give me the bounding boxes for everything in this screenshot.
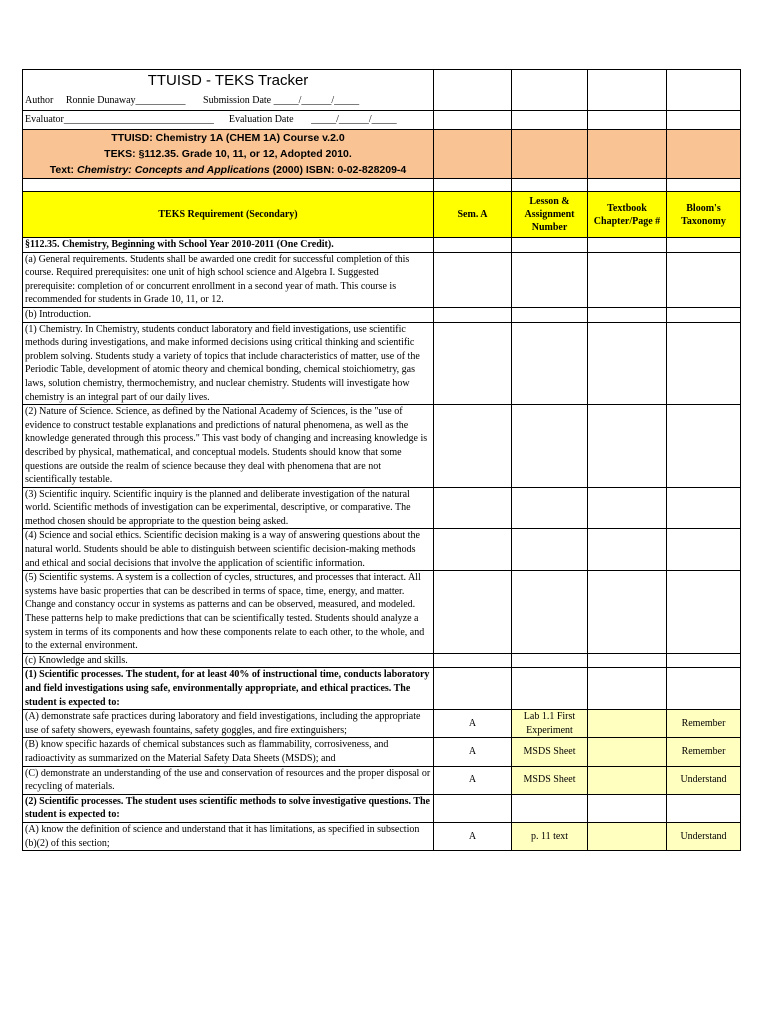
lesson-cell[interactable]: [512, 487, 588, 529]
blooms-cell[interactable]: [667, 405, 741, 488]
semester-cell[interactable]: [434, 307, 512, 322]
evaluator-line[interactable]: Evaluator______________________________ Evaluation Date _____/______/_____: [23, 111, 434, 130]
lesson-cell[interactable]: [512, 529, 588, 571]
lesson-cell[interactable]: [512, 322, 588, 405]
requirement-text: (1) Scientific processes. The student, for at least 40% of instructional time, conducts laboratory and field investigations using safe, environmentally appropriate, and ethical practices. The student is expected to:: [23, 668, 434, 710]
textbook-cell[interactable]: [588, 710, 667, 738]
textbook-cell[interactable]: [588, 487, 667, 529]
textbook-title: Chemistry: Concepts and Applications: [76, 164, 270, 176]
teks-tracker-sheet: [22, 69, 740, 851]
course-line-3: Text: Chemistry: Concepts and Applications (2000) ISBN: 0-02-828209-4: [49, 164, 407, 176]
semester-cell[interactable]: [434, 529, 512, 571]
requirement-row: [23, 487, 741, 529]
textbook-cell[interactable]: [588, 571, 667, 654]
course-banner: [23, 130, 434, 179]
blooms-cell[interactable]: [667, 307, 741, 322]
course-line-2: TEKS: §112.35. Grade 10, 11, or 12, Adopted 2010.: [104, 148, 352, 160]
lesson-cell[interactable]: Lab 1.1 First Experiment: [512, 710, 588, 738]
requirement-text: (C) demonstrate an understanding of the use and conservation of resources and the proper disposal or recycling of materials.: [23, 766, 434, 794]
blooms-cell[interactable]: Remember: [667, 738, 741, 766]
requirement-text: (4) Science and social ethics. Scientific decision making is a way of answering questions about the natural world. Students should be able to distinguish between scientific decision-making methods and ethical and social decisions that involve the application of scientific information.: [23, 529, 434, 571]
requirement-text: (b) Introduction.: [23, 307, 434, 322]
blooms-cell[interactable]: [667, 487, 741, 529]
requirement-row: [23, 653, 741, 668]
col-header-textbook: Textbook Chapter/Page #: [588, 192, 667, 238]
textbook-cell[interactable]: [588, 307, 667, 322]
semester-cell[interactable]: [434, 571, 512, 654]
semester-cell[interactable]: A: [434, 710, 512, 738]
blooms-cell[interactable]: [667, 322, 741, 405]
semester-cell[interactable]: [434, 322, 512, 405]
textbook-cell[interactable]: [588, 668, 667, 710]
col-header-sem: Sem. A: [434, 192, 512, 238]
requirement-text: (a) General requirements. Students shall be awarded one credit for successful completion of this course. Required prerequisites: one unit of high school science and Algebra I. Suggested prerequisite: completion of or concurrent enrollment in a second year of math. This course is recommended for students in Grade 10, 11, or 12.: [23, 252, 434, 307]
col-header-teks: TEKS Requirement (Secondary): [23, 192, 434, 238]
requirement-text: (2) Nature of Science. Science, as defined by the National Academy of Sciences, is the "use of evidence to construct testable explanations and predictions of natural phenomena, as well as the knowledge generated through this process." This vast body of changing and increasing knowledge is described by physical, mathematical, and conceptual models. Students should know that some questions are outside the realm of science because they deal with phenomena that are not scientifically testable.: [23, 405, 434, 488]
requirement-row: [23, 822, 741, 850]
requirement-text: (3) Scientific inquiry. Scientific inquiry is the planned and deliberate investigation of the natural world. Scientific methods of investigation can be experimental, descriptive, or comparative. The method chosen should be appropriate to the question being asked.: [23, 487, 434, 529]
lesson-cell[interactable]: [512, 668, 588, 710]
requirement-row: [23, 766, 741, 794]
blooms-cell[interactable]: [667, 571, 741, 654]
textbook-cell[interactable]: [588, 252, 667, 307]
lesson-cell[interactable]: [512, 571, 588, 654]
requirement-text: (A) know the definition of science and understand that it has limitations, as specified in subsection (b)(2) of this section;: [23, 822, 434, 850]
requirement-row: [23, 529, 741, 571]
requirement-text: (1) Chemistry. In Chemistry, students conduct laboratory and field investigations, use scientific methods during investigations, and make informed decisions using critical thinking and scientific problem solving. Students study a variety of topics that include characteristics of matter, use of the Periodic Table, development of atomic theory and chemical bonding, chemical stoichiometry, gas laws, solution chemistry, thermochemistry, and nuclear chemistry. Students will investigate how chemistry is an integral part of our daily lives.: [23, 322, 434, 405]
lesson-cell[interactable]: MSDS Sheet: [512, 766, 588, 794]
textbook-cell[interactable]: [588, 322, 667, 405]
semester-cell[interactable]: A: [434, 766, 512, 794]
textbook-cell[interactable]: [588, 529, 667, 571]
requirement-text: (B) know specific hazards of chemical substances such as flammability, corrosiveness, and radioactivity as summarized on the Material Safety Data Sheets (MSDS); and: [23, 738, 434, 766]
requirement-row: [23, 710, 741, 738]
blooms-cell[interactable]: [667, 794, 741, 822]
semester-cell[interactable]: [434, 238, 512, 253]
semester-cell[interactable]: [434, 487, 512, 529]
semester-cell[interactable]: A: [434, 822, 512, 850]
requirement-text: §112.35. Chemistry, Beginning with School Year 2010-2011 (One Credit).: [23, 238, 434, 253]
requirement-row: [23, 322, 741, 405]
semester-cell[interactable]: [434, 668, 512, 710]
lesson-cell[interactable]: [512, 405, 588, 488]
requirement-text: (A) demonstrate safe practices during laboratory and field investigations, including the appropriate use of safety showers, eyewash fountains, safety goggles, and fire extinguishers;: [23, 710, 434, 738]
blooms-cell[interactable]: [667, 668, 741, 710]
semester-cell[interactable]: [434, 794, 512, 822]
col-header-lesson: Lesson & Assignment Number: [512, 192, 588, 238]
lesson-cell[interactable]: [512, 252, 588, 307]
lesson-cell[interactable]: [512, 653, 588, 668]
col-header-blooms: Bloom's Taxonomy: [667, 192, 741, 238]
semester-cell[interactable]: [434, 653, 512, 668]
lesson-cell[interactable]: [512, 238, 588, 253]
blooms-cell[interactable]: Understand: [667, 766, 741, 794]
tracker-table: [22, 69, 741, 851]
requirement-text: (5) Scientific systems. A system is a collection of cycles, structures, and processes that interact. All systems have basic properties that can be described in terms of space, time, energy, and matter. Change and constancy occur in systems as patterns and can be observed, measured, and modeled. These patterns help to make predictions that can be scientifically tested. Students should analyze a system in terms of its components and how these components relate to each other, to the whole, and to the external environment.: [23, 571, 434, 654]
requirement-row: [23, 238, 741, 253]
lesson-cell[interactable]: p. 11 text: [512, 822, 588, 850]
requirement-text: (2) Scientific processes. The student uses scientific methods to solve investigative questions. The student is expected to:: [23, 794, 434, 822]
blooms-cell[interactable]: [667, 653, 741, 668]
requirement-text: (c) Knowledge and skills.: [23, 653, 434, 668]
textbook-cell[interactable]: [588, 794, 667, 822]
textbook-cell[interactable]: [588, 653, 667, 668]
requirement-row: [23, 794, 741, 822]
author-line[interactable]: Author Ronnie Dunaway__________ Submission Date _____/______/_____: [23, 92, 434, 111]
blooms-cell[interactable]: [667, 252, 741, 307]
textbook-cell[interactable]: [588, 238, 667, 253]
semester-cell[interactable]: [434, 252, 512, 307]
textbook-cell[interactable]: [588, 405, 667, 488]
blooms-cell[interactable]: Understand: [667, 822, 741, 850]
requirement-row: [23, 571, 741, 654]
requirement-row: [23, 738, 741, 766]
textbook-cell[interactable]: [588, 738, 667, 766]
blooms-cell[interactable]: [667, 529, 741, 571]
lesson-cell[interactable]: [512, 307, 588, 322]
requirement-row: [23, 405, 741, 488]
textbook-cell[interactable]: [588, 766, 667, 794]
textbook-cell[interactable]: [588, 822, 667, 850]
semester-cell[interactable]: A: [434, 738, 512, 766]
lesson-cell[interactable]: [512, 794, 588, 822]
semester-cell[interactable]: [434, 405, 512, 488]
page-title: TTUISD - TEKS Tracker: [23, 70, 434, 93]
requirement-row: [23, 668, 741, 710]
course-line-1: TTUISD: Chemistry 1A (CHEM 1A) Course v.2.0: [111, 132, 345, 144]
blooms-cell[interactable]: [667, 238, 741, 253]
requirement-row: [23, 307, 741, 322]
requirement-row: [23, 252, 741, 307]
lesson-cell[interactable]: MSDS Sheet: [512, 738, 588, 766]
column-header-row: [23, 192, 741, 238]
blooms-cell[interactable]: Remember: [667, 710, 741, 738]
